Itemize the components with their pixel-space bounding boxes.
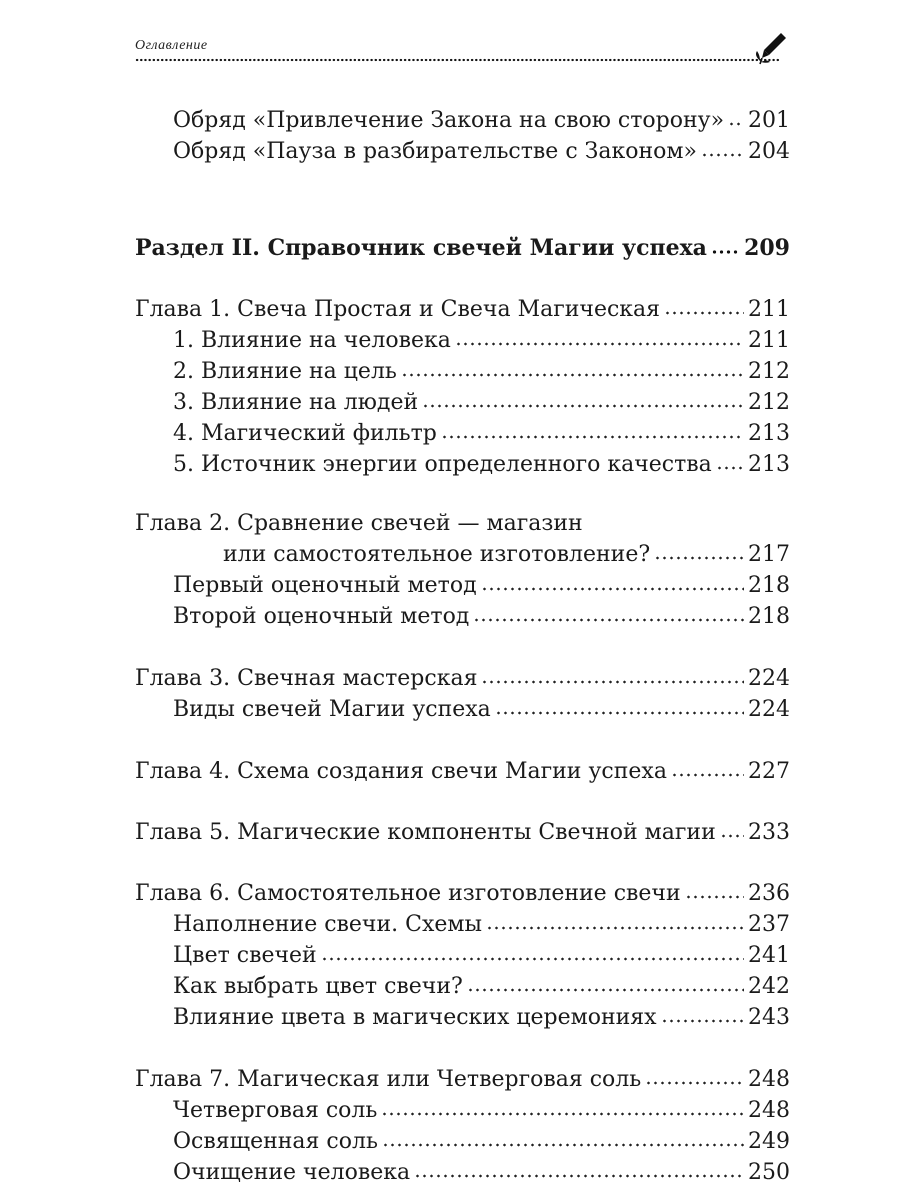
toc-entry [135, 879, 790, 909]
toc-entry-title: Раздел II. Справочник свечей Магии успеха [135, 235, 707, 261]
dot-leader [382, 1142, 744, 1148]
dot-leader [481, 586, 744, 592]
toc-entry [135, 137, 790, 167]
toc-entry-title: Освященная соль [173, 1129, 378, 1154]
toc-entry-page: 211 [748, 297, 790, 322]
dot-leader [685, 894, 744, 900]
dot-leader [664, 310, 744, 316]
dot-leader [321, 956, 744, 962]
toc-entry [135, 972, 790, 1002]
toc-entry-page: 217 [748, 542, 790, 567]
toc-entry-page: 237 [748, 912, 790, 937]
toc-entry-page: 213 [748, 421, 790, 446]
toc-entry-page: 248 [748, 1067, 790, 1092]
dot-leader [661, 1018, 744, 1024]
dot-leader [422, 403, 744, 409]
toc-entry [135, 357, 790, 387]
toc-entry [135, 664, 790, 694]
dot-leader [495, 710, 744, 716]
toc-entry [135, 818, 790, 848]
toc-entry-title: Обряд «Привлечение Закона на свою сторону» [173, 108, 725, 133]
dot-leader [728, 121, 744, 127]
toc-entry-page: 250 [748, 1160, 790, 1185]
toc-entry [135, 233, 790, 263]
toc-entry-page: 204 [748, 139, 790, 164]
toc-entry-page: 243 [748, 1005, 790, 1030]
header-title: Оглавление [135, 38, 208, 53]
toc-entry-title: Первый оценочный метод [173, 573, 477, 598]
toc-entry [135, 1003, 790, 1033]
toc-entry-title: Второй оценочный метод [173, 604, 470, 629]
toc-entry [135, 695, 790, 725]
toc-entry [135, 571, 790, 601]
toc-entry-page: 233 [748, 820, 790, 845]
toc-entry-title: Глава 3. Свечная мастерская [135, 666, 478, 691]
toc-entry-title: 1. Влияние на человека [173, 328, 451, 353]
toc-entry-page: 209 [744, 235, 790, 261]
toc-entry-title: Глава 7. Магическая или Четверговая соль [135, 1067, 642, 1092]
toc-entry-title: 5. Источник энергии определенного качества [173, 452, 712, 477]
toc-entry-title: Глава 6. Самостоятельное изготовление свечи [135, 881, 681, 906]
dot-leader [414, 1173, 744, 1179]
toc-entry [135, 602, 790, 632]
toc-entry [135, 326, 790, 356]
toc-entry [135, 757, 790, 787]
toc-entry [135, 1096, 790, 1126]
dot-leader [481, 679, 744, 685]
pen-icon [753, 30, 789, 66]
toc-entry-title: Как выбрать цвет свечи? [173, 974, 463, 999]
toc-entry-page: 224 [748, 697, 790, 722]
toc-entry-title: или самостоятельное изготовление? [223, 542, 651, 567]
toc-entry [135, 509, 790, 539]
dot-leader [716, 465, 744, 471]
toc-entry [135, 910, 790, 940]
toc-entry [135, 450, 790, 480]
toc-entry [135, 1127, 790, 1157]
toc-entry-page: 213 [748, 452, 790, 477]
toc-entry-page: 248 [748, 1098, 790, 1123]
dot-leader [473, 617, 744, 623]
toc-entry-title: Четверговая соль [173, 1098, 378, 1123]
toc-entry-page: 241 [748, 943, 790, 968]
toc-entry-page: 211 [748, 328, 790, 353]
toc-entry-page: 249 [748, 1129, 790, 1154]
toc-entry-title: Обряд «Пауза в разбирательстве с Законом» [173, 139, 697, 164]
toc-entry-title: Глава 4. Схема создания свечи Магии успеха [135, 759, 667, 784]
toc-entry-title: Очищение человека [173, 1160, 411, 1185]
toc-entry-title: Виды свечей Магии успеха [173, 697, 491, 722]
header-dotted-rule [135, 58, 780, 62]
dot-leader [401, 372, 744, 378]
toc-entry [135, 106, 790, 136]
toc-entry-page: 218 [748, 604, 790, 629]
toc-entry-page: 236 [748, 881, 790, 906]
toc-entry [135, 295, 790, 325]
dot-leader [645, 1080, 744, 1086]
toc-entry-title: Влияние цвета в магических церемониях [173, 1005, 657, 1030]
dot-leader [381, 1111, 744, 1117]
toc-entry-page: 242 [748, 974, 790, 999]
dot-leader [654, 555, 744, 561]
toc-entry-page: 227 [748, 759, 790, 784]
toc-entry [135, 540, 790, 570]
toc-entry-title: Цвет свечей [173, 943, 317, 968]
toc-entry-page: 218 [748, 573, 790, 598]
toc-entry-page: 212 [748, 359, 790, 384]
dot-leader [455, 341, 744, 347]
dot-leader [711, 249, 740, 255]
dot-leader [720, 833, 744, 839]
toc-entry [135, 1158, 790, 1188]
toc-entry-title: 2. Влияние на цель [173, 359, 397, 384]
dot-leader [671, 772, 744, 778]
toc-entry-title: Глава 5. Магические компоненты Свечной магии [135, 820, 716, 845]
dot-leader [486, 925, 744, 931]
page-header [135, 30, 785, 70]
toc-entry-title: Наполнение свечи. Схемы [173, 912, 483, 937]
toc-entry-page: 212 [748, 390, 790, 415]
toc-entry-title: Глава 2. Сравнение свечей — магазин [135, 511, 583, 536]
toc-entry [135, 941, 790, 971]
toc-entry [135, 1065, 790, 1095]
toc-entry [135, 388, 790, 418]
dot-leader [441, 434, 744, 440]
toc-entry [135, 419, 790, 449]
dot-leader [467, 987, 744, 993]
toc-entry-title: Глава 1. Свеча Простая и Свеча Магическая [135, 297, 661, 322]
toc-entry-title: 3. Влияние на людей [173, 390, 419, 415]
toc-entry-page: 224 [748, 666, 790, 691]
toc-entry-title: 4. Магический фильтр [173, 421, 437, 446]
toc-entry-page: 201 [748, 108, 790, 133]
dot-leader [701, 152, 744, 158]
